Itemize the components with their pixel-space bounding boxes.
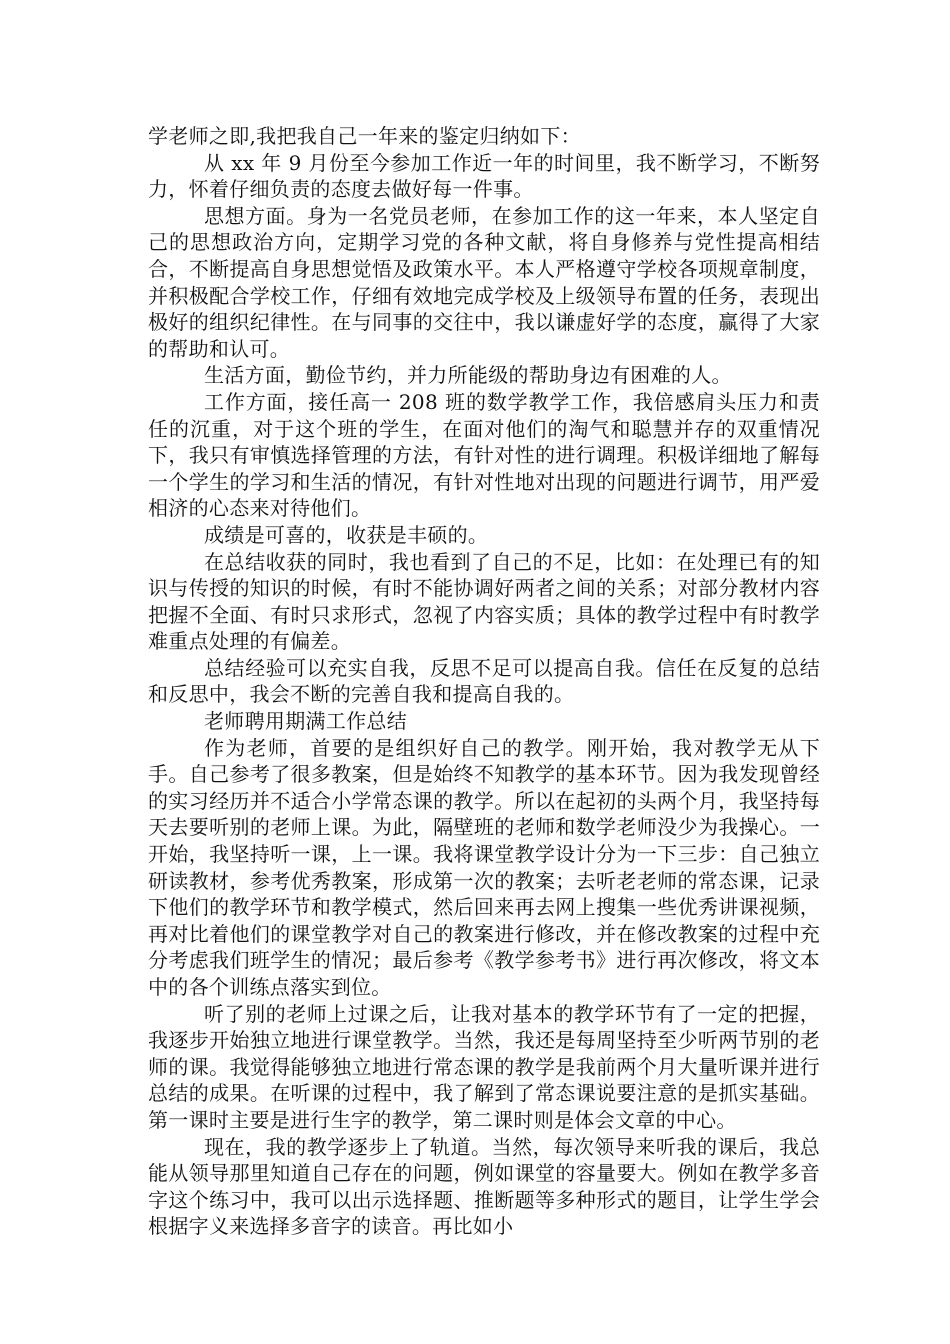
section-heading: 老师聘用期满工作总结 xyxy=(204,709,407,734)
paragraph-reflection: 总结经验可以充实自我，反思不足可以提高自我。信任在反复的总结和反思中，我会不断的完善自我和提高自我的。 xyxy=(148,655,820,707)
paragraph-work-period: 从 xx 年 9 月份至今参加工作近一年的时间里，我不断学习，不断努力，怀着仔细负责的态度去做好每一件事。 xyxy=(148,150,820,202)
paragraph-shortcomings: 在总结收获的同时，我也看到了自己的不足，比如：在处理已有的知识与传授的知识的时候，有时不能协调好两者之间的关系；对部分教材内容把握不全面、有时只求形式，忽视了内容实质；具体的教学过程中有时教学难重点处理的有偏差。 xyxy=(148,549,820,654)
paragraph-teaching: 作为老师，首要的是组织好自己的教学。刚开始，我对教学无从下手。自己参考了很多教案，但是始终不知教学的基本环节。因为我发现曾经的实习经历并不适合小学常态课的教学。所以在起初的头两个月，我坚持每天去要听别的老师上课。为此，隔壁班的老师和数学老师没少为我操心。一开始，我坚持听一课，上一课。我将课堂教学设计分为一下三步：自己独立研读教材，参考优秀教案，形成第一次的教案；去听老老师的常态课，记录下他们的教学环节和教学模式，然后回来再去网上搜集一些优秀讲课视频，再对比着他们的课堂教学对自己的教案进行修改，并在修改教案的过程中充分考虑我们班学生的情况；最后参考《教学参考书》进行再次修改，将文本中的各个训练点落实到位。 xyxy=(148,735,820,999)
paragraph-current: 现在，我的教学逐步上了轨道。当然，每次领导来听我的课后，我总能从领导那里知道自己存在的问题，例如课堂的容量要大。例如在教学多音字这个练习中，我可以出示选择题、推断题等多种形式的题目，让学生学会根据字义来选择多音字的读音。再比如小 xyxy=(148,1134,820,1239)
paragraph-results: 成绩是可喜的，收获是丰硕的。 xyxy=(204,522,489,547)
paragraph-work: 工作方面，接任高一 208 班的数学教学工作，我倍感肩头压力和责任的沉重，对于这个班的学生，在面对他们的淘气和聪慧并存的双重情况下，我只有审慎选择管理的方法，有针对性的进行调理。积极详细地了解每一个学生的学习和生活的情况，有针对性地对出现的问题进行调节，用严爱相济的心态来对待他们。 xyxy=(148,389,820,521)
paragraph-ideology: 思想方面。身为一名党员老师，在参加工作的这一年来，本人坚定自己的思想政治方向，定期学习党的各种文献，将自身修养与党性提高相结合，不断提高自身思想觉悟及政策水平。本人严格遵守学校各项规章制度，并积极配合学校工作，仔细有效地完成学校及上级领导布置的任务，表现出极好的组织纪律性。在与同事的交往中，我以谦虚好学的态度，赢得了大家的帮助和认可。 xyxy=(148,203,820,361)
paragraph-observation: 听了别的老师上过课之后，让我对基本的教学环节有了一定的把握，我逐步开始独立地进行课堂教学。当然，我还是每周坚持至少听两节别的老师的课。我觉得能够独立地进行常态课的教学是我前两个月大量听课并进行总结的成果。在听课的过程中，我了解到了常态课说要注意的是抓实基础。第一课时主要是进行生字的教学，第二课时则是体会文章的中心。 xyxy=(148,1001,820,1132)
paragraph-life: 生活方面，勤俭节约，并力所能级的帮助身边有困难的人。 xyxy=(204,363,732,388)
document-body xyxy=(148,123,820,1240)
paragraph-intro: 学老师之即,我把我自己一年来的鉴定归纳如下： xyxy=(148,124,581,148)
